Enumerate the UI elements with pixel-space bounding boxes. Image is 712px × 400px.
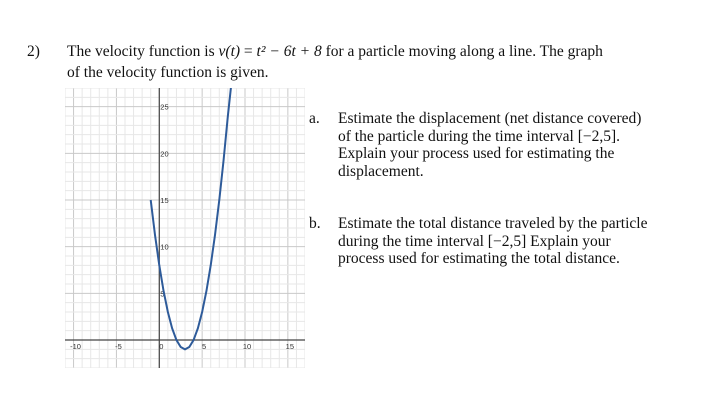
x-tick-label: 10 [242, 342, 252, 351]
y-tick-label: 10 [160, 242, 169, 252]
formula-rhs: t² − 6t + 8 [256, 43, 322, 60]
formula-equals: = [240, 43, 257, 60]
y-tick-label: 15 [160, 196, 169, 205]
part-b-label: b. [309, 215, 321, 232]
question-text-pre: The velocity function is [67, 43, 219, 60]
velocity-graph [65, 88, 305, 368]
x-tick-label: -5 [115, 342, 122, 351]
part-b-line: process used for estimating the total distance. [338, 250, 620, 267]
y-tick-label: 5 [160, 289, 165, 299]
part-a-line: Explain your process used for estimating the [338, 145, 615, 162]
question-line-1 [27, 43, 603, 61]
formula-lhs: v(t) [218, 43, 241, 60]
y-tick-label: 20 [160, 149, 169, 159]
question-text-post: for a particle moving along a line. The graph [321, 43, 603, 60]
part-a-line: of the particle during the time interval [−2,5]. [338, 127, 621, 145]
y-tick-label: 25 [160, 102, 169, 112]
x-tick-label: 5 [202, 342, 207, 351]
part-a-line: Estimate the displacement (net distance covered) [338, 110, 642, 127]
part-b-line: during the time interval [−2,5] Explain your [338, 232, 611, 250]
question-line-2: of the velocity function is given. [67, 64, 269, 81]
question-number: 2) [27, 43, 40, 60]
part-b-line: Estimate the total distance traveled by the particle [338, 215, 648, 232]
part-a-line: displacement. [338, 162, 424, 180]
x-tick-label: 0 [159, 342, 164, 351]
x-tick-label: 15 [285, 342, 295, 351]
part-a-label: a. [309, 110, 320, 127]
x-tick-label: -10 [70, 342, 81, 351]
part-a-text [338, 110, 641, 180]
part-b-text [338, 215, 647, 268]
